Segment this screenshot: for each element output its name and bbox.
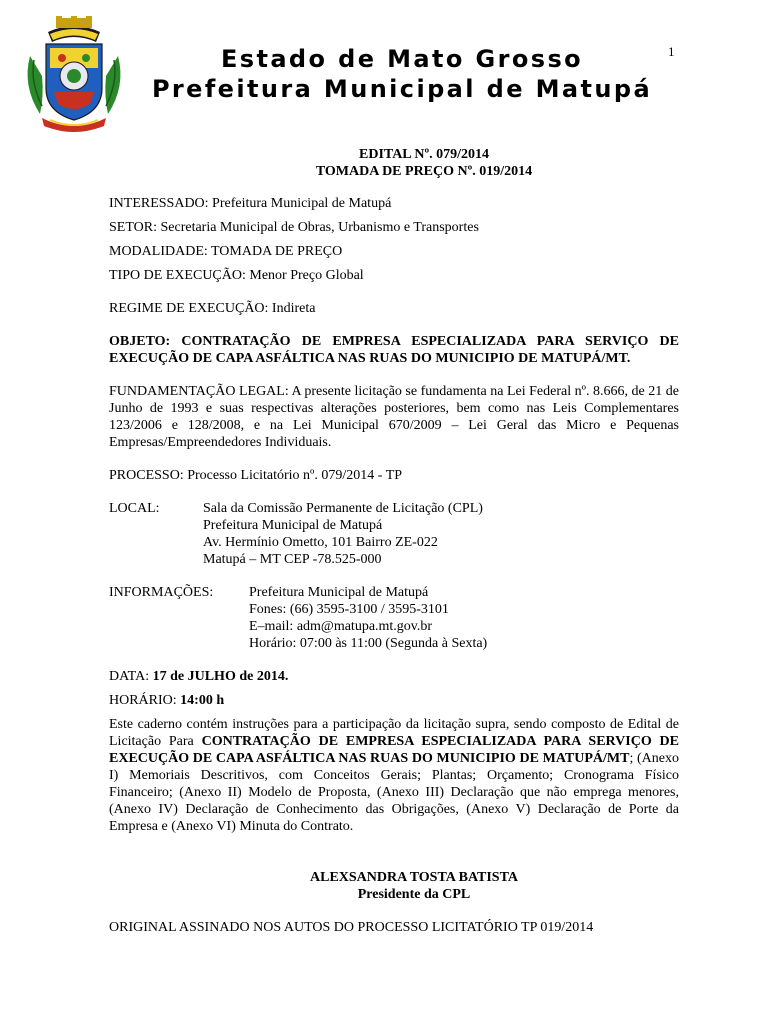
informacoes-details (249, 584, 487, 652)
field-horario (109, 692, 679, 709)
field-fundamentacao: FUNDAMENTAÇÃO LEGAL: A presente licitação se fundamenta na Lei Federal nº. 8.666, de 21 de Junho de 1993 e suas respectivas alterações posteriores, bem como nas Leis Complementares 123/2006 e 128/2008, e na Lei Municipal 670/2009 – Lei Geral das Micro e Pequenas Empresas/Empreendedores Individuais. (109, 384, 679, 450)
horario-value: 14:00 h (180, 693, 225, 708)
page-header (142, 44, 662, 104)
horario-label: HORÁRIO: (109, 693, 181, 708)
field-modalidade: MODALIDADE: TOMADA DE PREÇO (109, 244, 343, 259)
data-value: 17 de JULHO de 2014. (152, 669, 289, 684)
local-address (203, 500, 483, 568)
caderno-annexes: ; (Anexo I) Memoriais Descritivos, com Conceitos Gerais; Plantas; Orçamento; Cronograma Físico Financeiro; (Anexo II) Modelo de Proposta, (Anexo III) Declaração que não emprega menores, (Anexo IV) Declaração de Conhecimento das Obrigações, (Anexo V) Declaração de Porte da Empresa e (Anexo VI) Minuta do Contrato. (109, 751, 679, 834)
address-line: Av. Hermínio Ometto, 101 Bairro ZE-022 (203, 535, 438, 550)
footer-note: ORIGINAL ASSINADO NOS AUTOS DO PROCESSO LICITATÓRIO TP 019/2014 (109, 920, 594, 935)
signatory-name: ALEXSANDRA TOSTA BATISTA (310, 870, 518, 885)
field-regime-execucao: REGIME DE EXECUÇÃO: Indireta (109, 301, 316, 316)
caderno-intro: Este caderno contém instruções para a participação da licitação supra, sendo composto de Edital de Licitação Para (109, 717, 679, 749)
info-line: Fones: (66) 3595-3100 / 3595-3101 (249, 602, 449, 617)
info-line: Horário: 07:00 às 11:00 (Segunda à Sexta) (249, 636, 488, 651)
header-municipality: Prefeitura Municipal de Matupá (151, 75, 653, 103)
signatory-role: Presidente da CPL (357, 887, 471, 902)
caderno-paragraph (109, 716, 679, 835)
tomada-number: TOMADA DE PREÇO Nº. 019/2014 (315, 164, 533, 179)
field-data (109, 668, 679, 685)
field-setor: SETOR: Secretaria Municipal de Obras, Urbanismo e Transportes (109, 220, 479, 235)
field-interessado: INTERESSADO: Prefeitura Municipal de Matupá (109, 196, 392, 211)
info-line: Prefeitura Municipal de Matupá (249, 585, 429, 600)
signature-block (109, 869, 679, 903)
field-processo: PROCESSO: Processo Licitatório nº. 079/2014 - TP (109, 468, 403, 483)
edital-heading (109, 146, 679, 180)
informacoes-block (109, 584, 679, 652)
edital-number: EDITAL Nº. 079/2014 (359, 147, 489, 162)
document-body (109, 146, 679, 936)
address-line: Sala da Comissão Permanente de Licitação (CPL) (203, 501, 483, 516)
header-state: Estado de Mato Grosso (220, 45, 584, 73)
address-line: Prefeitura Municipal de Matupá (203, 518, 383, 533)
data-label: DATA: (109, 669, 153, 684)
info-email: E–mail: adm@matupa.mt.gov.br (249, 619, 433, 634)
local-block (109, 500, 679, 568)
caderno-object: CONTRATAÇÃO DE EMPRESA ESPECIALIZADA PARA SERVIÇO DE EXECUÇÃO DE CAPA ASFÁLTICA NAS RUAS DO MUNICIPIO DE MATUPÁ/MT (109, 734, 680, 766)
informacoes-label: INFORMAÇÕES: (109, 585, 214, 600)
local-label: LOCAL: (109, 501, 160, 516)
field-objeto: OBJETO: CONTRATAÇÃO DE EMPRESA ESPECIALIZADA PARA SERVIÇO DE EXECUÇÃO DE CAPA ASFÁLTICA NAS RUAS DO MUNICIPIO DE MATUPÁ/MT. (109, 334, 679, 366)
address-line: Matupá – MT CEP -78.525-000 (203, 552, 382, 567)
field-tipo-execucao: TIPO DE EXECUÇÃO: Menor Preço Global (109, 268, 364, 283)
municipal-crest-icon (20, 16, 128, 134)
page-number: 1 (668, 44, 675, 59)
